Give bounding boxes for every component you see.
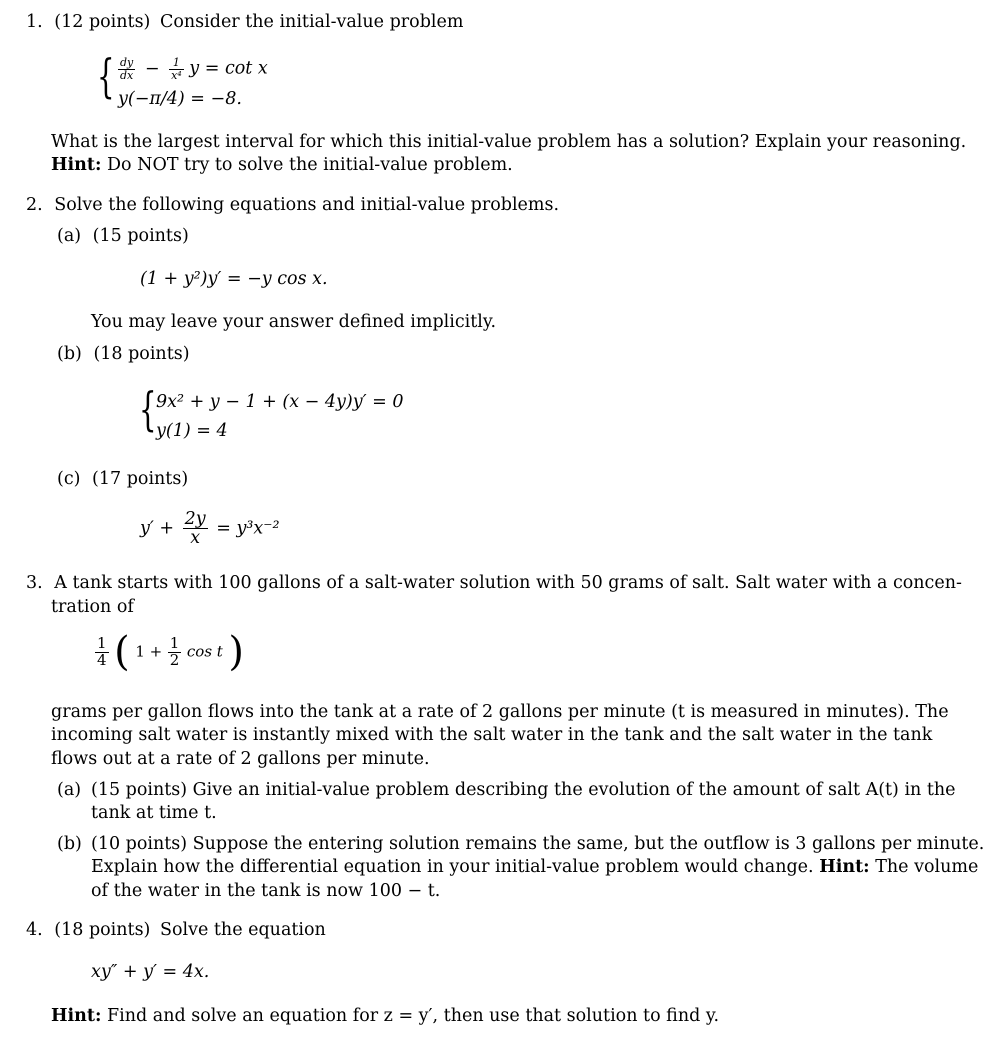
q2-intro: Solve the following equations and initial-value problems. — [54, 195, 560, 215]
q3-conc-one: 1 — [97, 633, 107, 652]
q4-hint-label: Hint: — [51, 1006, 102, 1026]
q1-system-brace: { — [97, 49, 115, 103]
q3a-label: (a) — [57, 780, 82, 800]
q1-dx: dx — [120, 68, 134, 82]
q3a-line1: (15 points) Give an initial-value problem describing the evolution of the amount of salt A(t) in the — [91, 780, 956, 800]
q3-text-line1 — [26, 573, 962, 593]
q2c-den: x — [190, 528, 201, 549]
q2c-rhs: = y³x⁻² — [216, 518, 280, 539]
q1-intro: Consider the initial-value problem — [159, 12, 464, 32]
q3b-line2 — [91, 857, 978, 877]
q3b-hint-label: Hint: — [819, 857, 870, 877]
q1-minus: − — [144, 58, 160, 79]
q3-para-line2: incoming salt water is instantly mixed with the salt water in the tank and the salt water in the tank — [51, 725, 933, 745]
q3-line1: A tank starts with 100 gallons of a salt-water solution with 50 grams of salt. Salt water with a concen- — [54, 573, 962, 593]
q3-para-line3: flows out at a rate of 2 gallons per minute. — [51, 749, 430, 769]
q3b-line2-post: The volume — [875, 857, 979, 877]
q1-header — [26, 12, 463, 32]
q2c-points: (17 points) — [92, 469, 189, 489]
q2b-header — [57, 344, 190, 364]
q1-ode — [118, 57, 268, 81]
q1-dy: dy — [120, 56, 134, 69]
q4-intro: Solve the equation — [159, 920, 326, 940]
q2a-label: (a) — [57, 226, 82, 246]
q4-hint — [51, 1006, 719, 1026]
q4-number: 4. — [26, 920, 43, 940]
q1-hint-text: Do NOT try to solve the initial-value problem. — [107, 155, 513, 175]
q3-half-fraction — [168, 633, 182, 669]
q1-question: What is the largest interval for which this initial-value problem has a solution? Explain your reasoning. — [51, 132, 967, 152]
q3-left-paren: ( — [114, 629, 130, 675]
q2c-lhs: y′ + — [140, 518, 175, 539]
q2b-points: (18 points) — [93, 344, 190, 364]
q1-number: 1. — [26, 12, 43, 32]
q1-points: (12 points) — [54, 12, 151, 32]
q2c-header — [57, 469, 188, 489]
q2c-fraction — [183, 510, 208, 548]
q3-conc-four: 4 — [97, 650, 107, 669]
q2-number: 2. — [26, 195, 43, 215]
q2a-equation: (1 + y²)y′ = −y cos x. — [140, 269, 328, 289]
q1-rhs: y = cot x — [189, 58, 268, 79]
q3b-label: (b) — [57, 834, 82, 854]
q3b-line3: of the water in the tank is now 100 − t. — [91, 881, 441, 901]
q1-one: 1 — [169, 57, 184, 70]
q3-right-paren: ) — [228, 629, 245, 675]
q2a-points: (15 points) — [92, 226, 189, 246]
q4-header — [26, 920, 326, 940]
q3-conc-inner: 1 + — [135, 642, 163, 661]
q2c-equation — [140, 510, 280, 548]
q3-number: 3. — [26, 573, 43, 593]
q3b-line2-pre: Explain how the differential equation in your initial-value problem would change. — [91, 857, 814, 877]
q3b-line1: (10 points) Suppose the entering solution remains the same, but the outflow is 3 gallons per minute. — [91, 834, 985, 854]
q2-header — [26, 195, 559, 215]
q4-equation: xy″ + y′ = 4x. — [91, 962, 210, 982]
q3-cos: cos t — [186, 642, 223, 661]
q1-initial-condition: y(−π/4) = −8. — [118, 89, 242, 109]
q1-x4: x⁴ — [171, 68, 182, 82]
q1-hint — [51, 155, 513, 175]
q2b-eq2: y(1) = 4 — [156, 421, 228, 441]
q1-coef-fraction — [169, 57, 184, 81]
q4-hint-text: Find and solve an equation for z = y′, then use that solution to find y. — [107, 1006, 720, 1026]
q3-half-num: 1 — [169, 633, 180, 652]
q2b-system-brace: { — [139, 382, 157, 436]
q4-points: (18 points) — [54, 920, 151, 940]
q3-concentration — [95, 629, 245, 675]
q2c-label: (c) — [57, 469, 81, 489]
q3-para-line1: grams per gallon flows into the tank at a rate of 2 gallons per minute (t is measured in minutes). The — [51, 702, 949, 722]
q2c-num: 2y — [184, 509, 206, 529]
q2a-header — [57, 226, 189, 246]
q1-dydx-fraction — [118, 57, 135, 81]
q1-hint-label: Hint: — [51, 155, 102, 175]
q2a-note: You may leave your answer defined implicitly. — [91, 312, 497, 332]
q3a-line2: tank at time t. — [91, 803, 217, 823]
q2b-label: (b) — [57, 344, 82, 364]
q3-half-den: 2 — [169, 650, 180, 669]
q3-line2: tration of — [51, 597, 134, 617]
q3-quarter-fraction — [95, 633, 109, 669]
q2b-eq1: 9x² + y − 1 + (x − 4y)y′ = 0 — [156, 392, 404, 412]
